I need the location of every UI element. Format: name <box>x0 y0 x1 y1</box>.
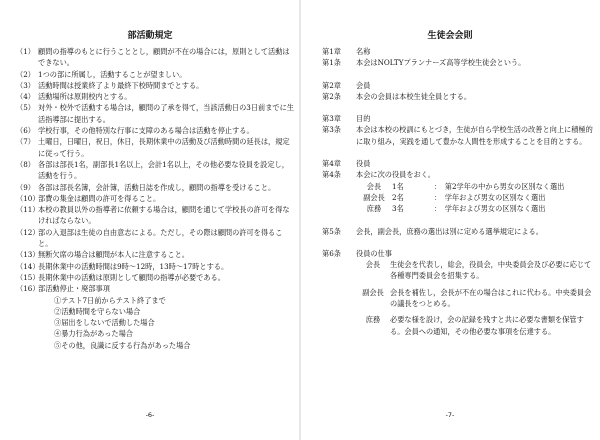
rule-number: （13） <box>16 250 40 260</box>
rule-text: 対外・校外で活動する場合は，顧問の了承を得て，当該活動日の3日前までに生活指導部に提出する。 <box>38 103 294 124</box>
rule-item <box>16 80 294 91</box>
article <box>322 169 594 180</box>
suspension-item: ①テスト7日前からテスト終了まで <box>54 295 166 305</box>
rule-number: （2） <box>16 69 35 79</box>
officer-count: 1名 <box>392 181 404 191</box>
article <box>322 226 594 237</box>
duty-text: 会長を補佐し，会長が不在の場合はこれに代わる。中央委員会の議長をつとめる。 <box>390 287 592 309</box>
officer-method: ： 学年および男女の区別なく選出 <box>434 192 546 202</box>
chapter-heading <box>322 158 594 169</box>
rule-number: （8） <box>16 159 35 169</box>
article <box>322 91 594 102</box>
chapter-title: 目的 <box>356 114 371 124</box>
rule-number: （16） <box>16 284 40 294</box>
duty-text: 生徒会を代表し，総会，役員会，中央委員会及び必要に応じて各種専門委員会を招集する。 <box>390 260 592 281</box>
rule-number: （3） <box>16 80 35 90</box>
article-text: 本会の会員は本校生徒全員とする。 <box>356 91 472 101</box>
rule-text: 各部は部長1名，副部長1名以上，会計1名以上，その他必要な役員を設定し，活動を行う。 <box>38 159 289 181</box>
page-number: -6- <box>145 411 155 419</box>
rule-number: （1） <box>16 47 35 56</box>
rule-number: （4） <box>16 92 35 102</box>
chapter-title: 会員 <box>356 80 371 90</box>
rule-item <box>16 182 294 193</box>
rule-number: （6） <box>16 126 35 136</box>
rule-text: 部の入退部は生徒の自由意志による。ただし，その際は顧問の許可を得ること。 <box>38 227 283 249</box>
rule-item <box>16 249 294 260</box>
officer-role: 会長 <box>366 181 382 191</box>
rule-item <box>16 91 294 102</box>
officer-role: 副会長 <box>363 192 385 202</box>
duty-row <box>322 259 594 282</box>
rule-item <box>16 136 294 159</box>
club-rules-list <box>16 46 294 351</box>
council-articles <box>322 46 594 337</box>
rule-item <box>16 46 294 69</box>
suspension-item: ③届出をしないで活動した場合 <box>54 318 155 328</box>
article-number: 第1条 <box>322 58 341 68</box>
article <box>322 57 594 68</box>
officer-row <box>322 181 594 192</box>
rule-item <box>16 283 294 294</box>
officer-count: 3名 <box>392 204 404 214</box>
rule-number: （9） <box>16 182 35 192</box>
article-number: 第3条 <box>322 125 341 135</box>
chapter-number: 第3章 <box>322 114 341 124</box>
article-text: 本会に次の役員をおく。 <box>356 170 435 180</box>
rule-text: 長期休業中の活動は原則として顧問の指導が必要である。 <box>38 272 225 282</box>
page-number: -7- <box>445 411 455 419</box>
suspension-item: ⑤その他，良識に反する行為があった場合 <box>54 340 191 350</box>
chapter-number: 第2章 <box>322 80 341 90</box>
chapter-heading <box>322 113 594 124</box>
article-number: 第6条 <box>322 248 341 258</box>
duty-role: 会長 <box>365 260 381 270</box>
rule-number: （10） <box>16 193 40 203</box>
rule-text: 本校の教員以外の指導者に依頼する場合は，顧問を通じて学校長の許可を得なければならない。 <box>38 205 290 226</box>
club-rules-title: 部活動規定 <box>127 31 173 41</box>
article-text: 本会はNOLTYプランナーズ高等学校生徒会という。 <box>356 58 526 68</box>
duty-row <box>322 314 594 337</box>
rule-item <box>16 159 294 182</box>
rule-text: 各部は部長名簿，会計簿，活動日誌を作成し，顧問の指導を受けること。 <box>38 182 276 192</box>
rule-item <box>16 102 294 125</box>
rule-text: 学校行事，その他特別な行事に支障のある場合は活動を停止する。 <box>38 126 254 136</box>
officer-method: ： 第2学年の中から男女の区別なく選出 <box>434 181 565 191</box>
officer-role: 庶務 <box>366 204 382 214</box>
article-number: 第4条 <box>322 170 341 180</box>
rule-number: （12） <box>16 227 40 237</box>
article-number: 第5条 <box>322 226 341 236</box>
article-text: 会長，副会長，庶務の選出は別に定める選挙規定による。 <box>356 226 543 236</box>
article-text: 本会は本校の校訓にもとづき，生徒が自ら学校生活の改善と向上に積極的に取り組み，実践を通して豊かな人間性を形成することを目的とする。 <box>356 125 593 146</box>
duty-row <box>322 287 594 310</box>
rule-item <box>16 227 294 250</box>
rule-text: 1つの部に所属し，活動することが望ましい。 <box>38 69 187 79</box>
rule-text: 無断欠席の場合は顧問が本人に注意すること。 <box>38 250 189 260</box>
rule-number: （7） <box>16 137 35 147</box>
rule-item <box>16 193 294 204</box>
rule-item <box>16 204 294 227</box>
rule-text: 長期休業中の活動時間は9時～12時，13時～17時とする。 <box>38 261 229 271</box>
chapter-number: 第1章 <box>322 47 341 56</box>
article-text: 役員の仕事 <box>356 248 392 258</box>
rule-item <box>16 261 294 272</box>
rule-text: 活動場所は原則校内とする。 <box>38 92 132 102</box>
chapter-heading <box>322 80 594 91</box>
duty-text: 必要な様を設け，会の記録を残すと共に必要な書類を保管する。会員への通知，その他必要な事項を伝達する。 <box>390 315 584 336</box>
rule-item <box>16 69 294 80</box>
rule-text: 部費の集金は顧問の許可を得ること。 <box>38 193 161 203</box>
article <box>322 124 594 147</box>
chapter-heading <box>322 46 594 57</box>
rule-text: 活動時間は授業終了より最終下校時間までとする。 <box>38 80 204 90</box>
council-rules-title: 生徒会会則 <box>427 31 473 41</box>
chapter-number: 第4章 <box>322 159 341 169</box>
article-number: 第2条 <box>322 91 341 101</box>
rule-number: （14） <box>16 261 40 271</box>
officer-count: 2名 <box>392 192 404 202</box>
suspension-item: ②活動時間を守らない場合 <box>54 306 141 316</box>
officer-row <box>322 192 594 203</box>
rule-text: 顧問の指導のもとに行うこととし，顧問が不在の場合には，原則として活動はできない。 <box>38 47 290 68</box>
chapter-title: 名称 <box>356 47 371 56</box>
officer-method: ： 学年および男女の区別なく選出 <box>434 204 546 214</box>
rule-text: 土曜日，日曜日，祝日，休日，長期休業中の活動及び活動時間の延長は，規定に従って行う。 <box>38 137 290 158</box>
duty-role: 庶務 <box>365 315 381 325</box>
right-page <box>300 0 600 440</box>
rule-number: （5） <box>16 103 35 113</box>
suspension-item: ④暴力行為があった場合 <box>54 329 133 339</box>
article <box>322 248 594 259</box>
rule-text: 部活動停止・廃部事項 <box>38 284 110 294</box>
rule-item <box>16 125 294 136</box>
rule-number: （11） <box>16 205 40 215</box>
rule-number: （15） <box>16 272 40 282</box>
chapter-title: 役員 <box>356 159 371 169</box>
rule-item <box>16 272 294 283</box>
duty-role: 副会長 <box>362 287 384 297</box>
officer-row <box>322 203 594 214</box>
